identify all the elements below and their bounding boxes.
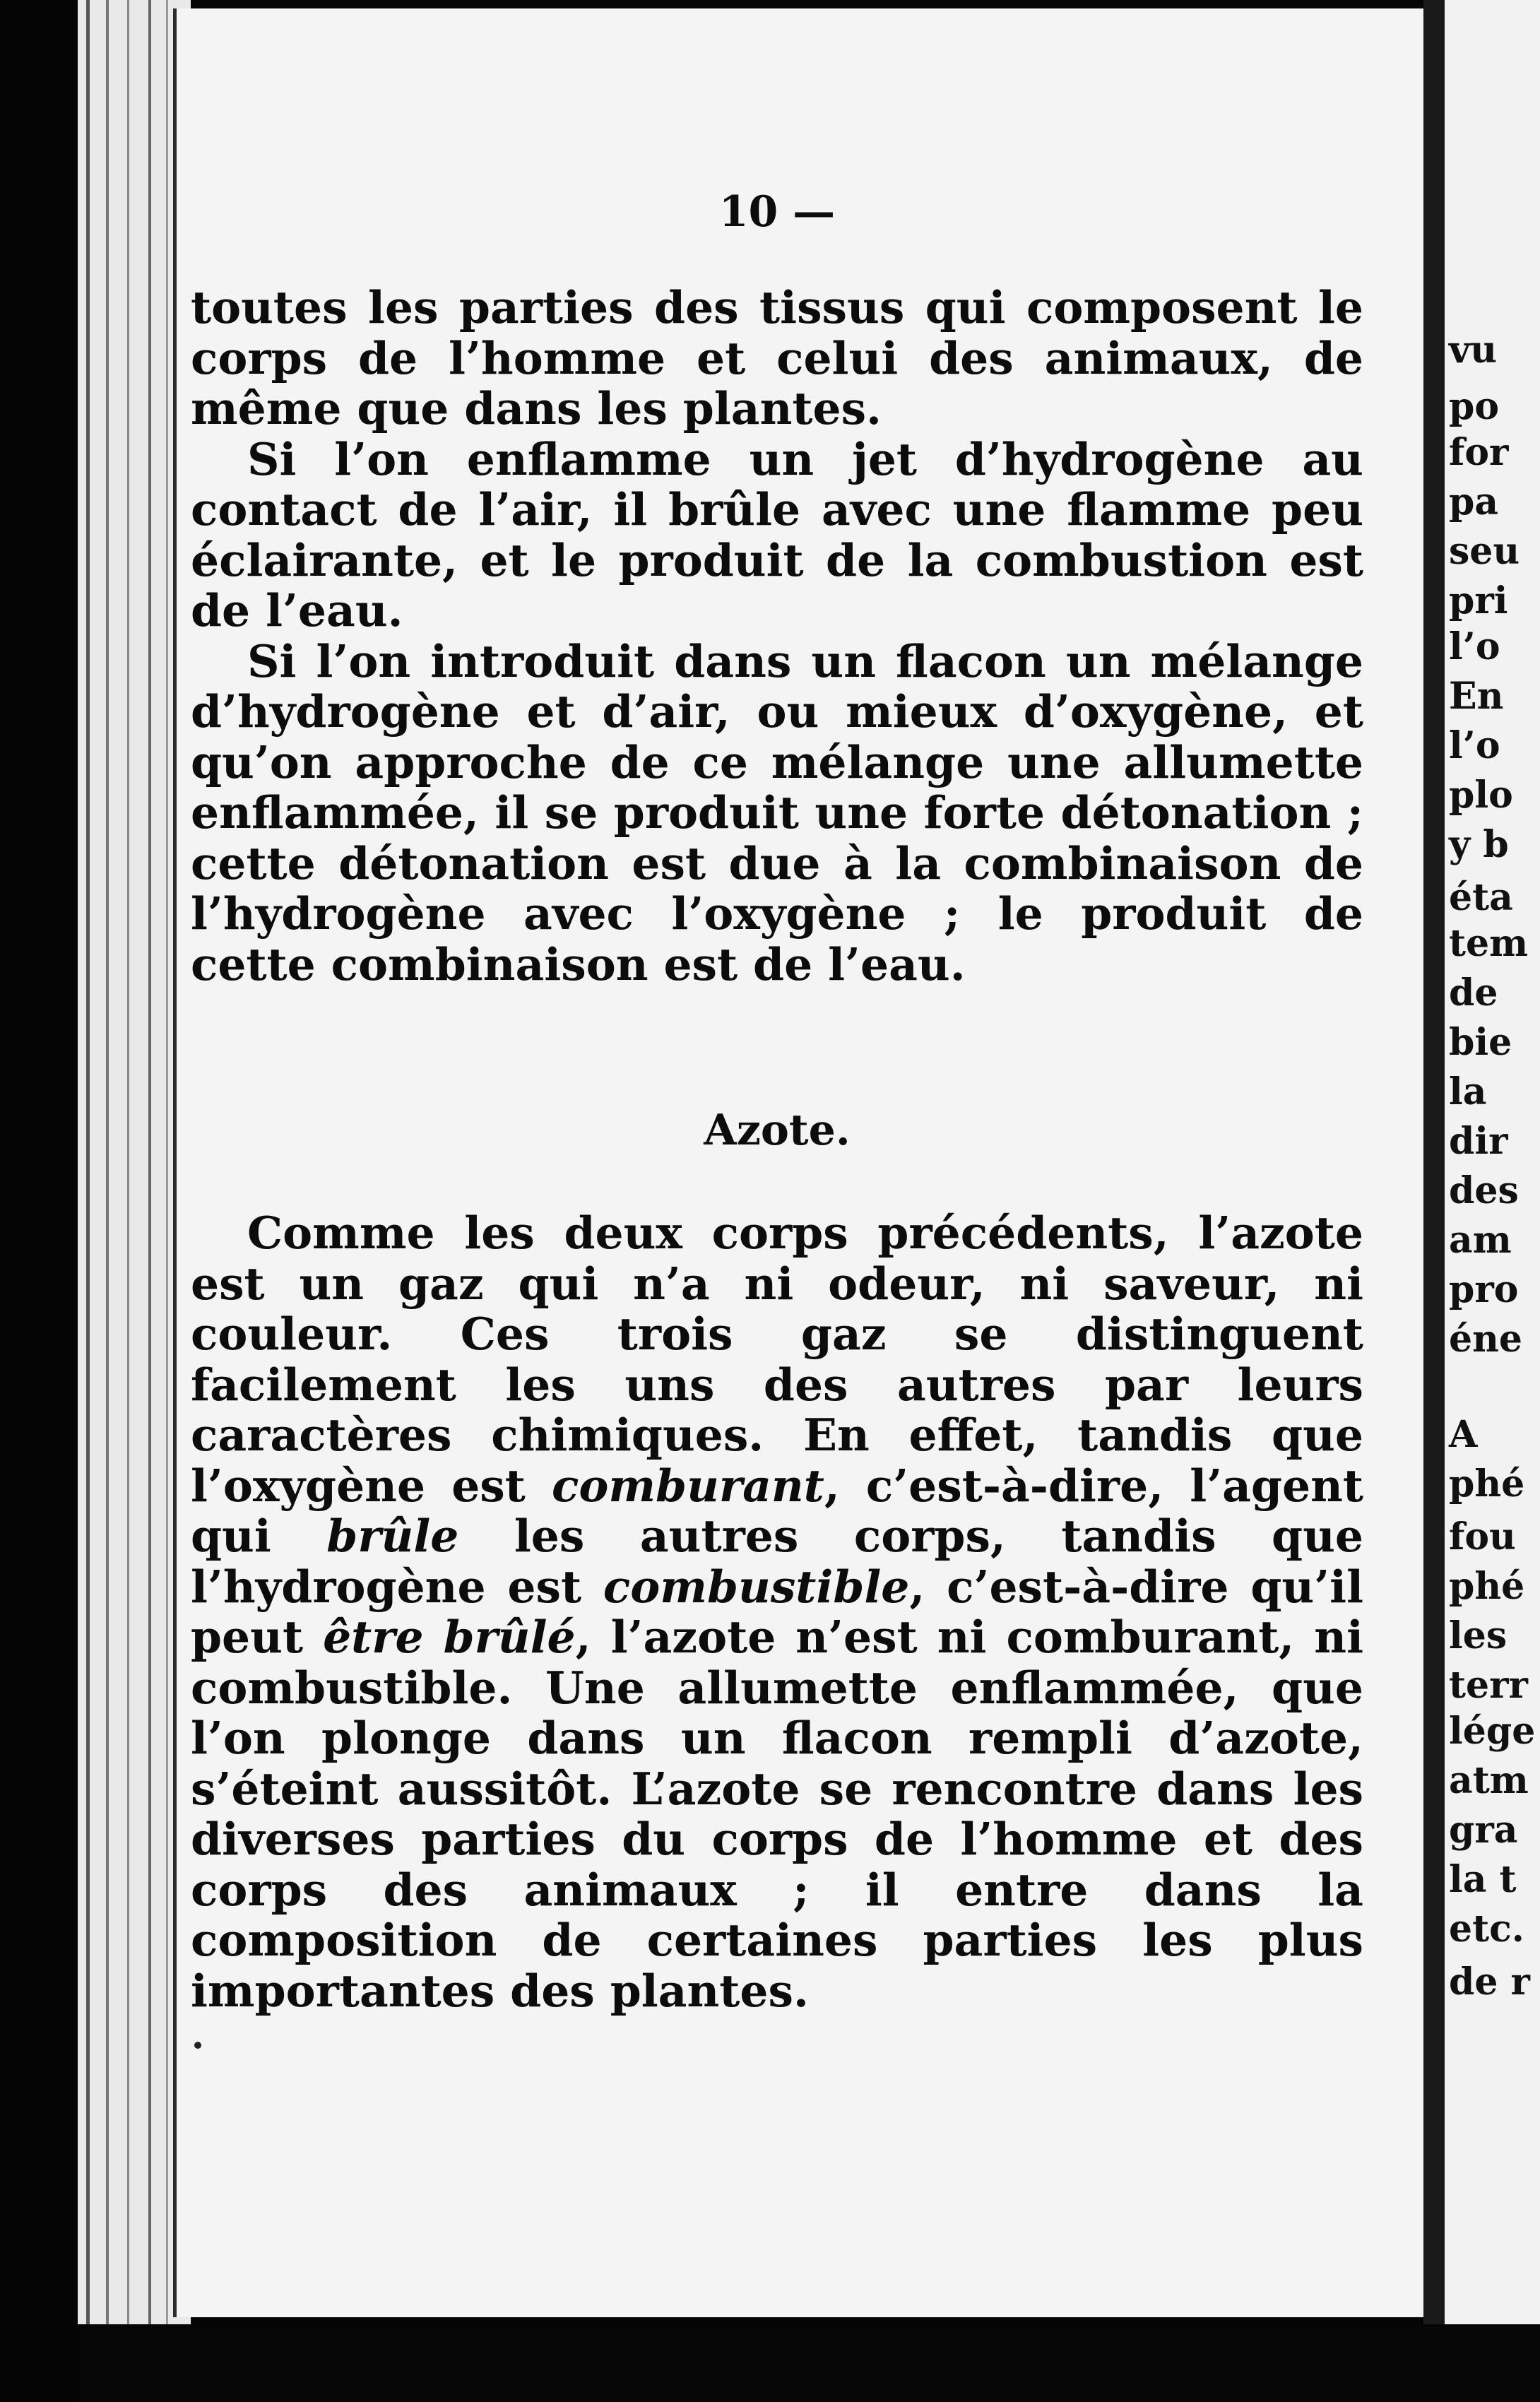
text-run: , c’est-à-dire qu’il peut: [191, 1560, 1363, 1663]
facing-page-fragment: phé: [1449, 1565, 1525, 1608]
facing-page-fragment: gra: [1449, 1809, 1518, 1852]
paragraph-azote: [191, 1208, 1363, 2016]
facing-page-fragment: A: [1449, 1413, 1478, 1456]
paragraph-continuation: toutes les parties des tissus qui composent le corps de l’homme et celui des animaux, de même que dans les plantes.: [191, 281, 1363, 434]
facing-page-fragment: de r: [1449, 1960, 1530, 2004]
facing-page-fragment: vu: [1449, 329, 1498, 372]
scan-border: [78, 2324, 1540, 2402]
italic-term: être brûlé: [323, 1611, 576, 1663]
text-run: Comme les deux corps précédents, l’azote est un gaz qui n’a ni odeur, ni saveur, ni couleur. Ces trois gaz se distinguent facilement les uns des autres par leurs caractères chimiques. En effet, tandis que l’oxygène est: [191, 1207, 1363, 1512]
facing-page-fragment: fou: [1449, 1515, 1516, 1558]
ink-speck: [194, 2042, 201, 2049]
facing-page-fragment: pri: [1449, 579, 1508, 622]
book-page-right: [1445, 0, 1540, 2338]
facing-page-fragment: plo: [1449, 774, 1513, 817]
text-run: , c’est-à-dire, l’agent qui: [191, 1459, 1364, 1562]
body-top: [191, 283, 1363, 990]
facing-page-fragment: En: [1449, 675, 1504, 718]
facing-page-fragment: la t: [1449, 1858, 1517, 1901]
facing-page-fragment: des: [1449, 1169, 1519, 1212]
italic-term: brûle: [326, 1510, 459, 1562]
facing-page-fragment: de: [1449, 971, 1498, 1014]
facing-page-fragment: etc.: [1449, 1907, 1524, 1951]
section-title: Azote.: [704, 1106, 851, 1155]
page-number: 10 —: [718, 187, 836, 237]
book-spine: [1423, 0, 1445, 2345]
facing-page-fragment: y b: [1449, 823, 1509, 866]
facing-page-fragment: po: [1449, 385, 1500, 428]
facing-page-fragment: atm: [1449, 1759, 1529, 1802]
facing-page-fragment: les: [1449, 1614, 1508, 1657]
facing-page-fragment: bie: [1449, 1021, 1512, 1064]
text-run: les autres corps, tandis que l’hydrogène est: [191, 1510, 1363, 1613]
facing-page-fragment: terr: [1449, 1664, 1528, 1707]
facing-page-fragment: pa: [1449, 480, 1499, 523]
facing-page-fragment: phé: [1449, 1462, 1525, 1505]
text-run: , l’azote n’est ni comburant, ni combustible. Une allumette enflammée, que l’on plonge dans un flacon rempli d’azote, s’éteint aussitôt. L’azote se rencontre dans les diverses parties du corps de l’homme et des corps des animaux ; il entre dans la composition de certaines parties les plus importantes des plantes.: [191, 1611, 1364, 2017]
facing-page-fragment: dir: [1449, 1120, 1508, 1163]
facing-page-fragment: la: [1449, 1070, 1487, 1113]
facing-page-fragment: am: [1449, 1219, 1512, 1262]
paragraph-hydrogen-flame: Si l’on enflamme un jet d’hydrogène au contact de l’air, il brûle avec une flamme peu éclairante, et le produit de la combustion est de l’eau.: [191, 432, 1363, 637]
facing-page-fragment: lége: [1449, 1710, 1536, 1753]
facing-page-fragment: éne: [1449, 1318, 1522, 1361]
facing-page-fragment: l’o: [1449, 724, 1500, 767]
facing-page-fragment: l’o: [1449, 625, 1500, 668]
facing-page-fragment: seu: [1449, 530, 1520, 573]
facing-page-fragment: pro: [1449, 1268, 1519, 1311]
body-azote: [191, 1208, 1363, 2016]
italic-term: comburant: [552, 1459, 824, 1512]
facing-page-fragment: éta: [1449, 876, 1513, 919]
facing-page-fragment: tem: [1449, 922, 1529, 965]
italic-term: combustible: [603, 1560, 910, 1613]
paragraph-hydrogen-detonation: Si l’on introduit dans un flacon un mélange d’hydrogène et d’air, ou mieux d’oxygène, et qu’on approche de ce mélange une allumette enflammée, il se produit une forte détonation ; cette détonation est due à la combinaison de l’hydrogène avec l’oxygène ; le produit de cette combinaison est de l’eau.: [191, 634, 1363, 990]
facing-page-fragment: for: [1449, 431, 1509, 474]
